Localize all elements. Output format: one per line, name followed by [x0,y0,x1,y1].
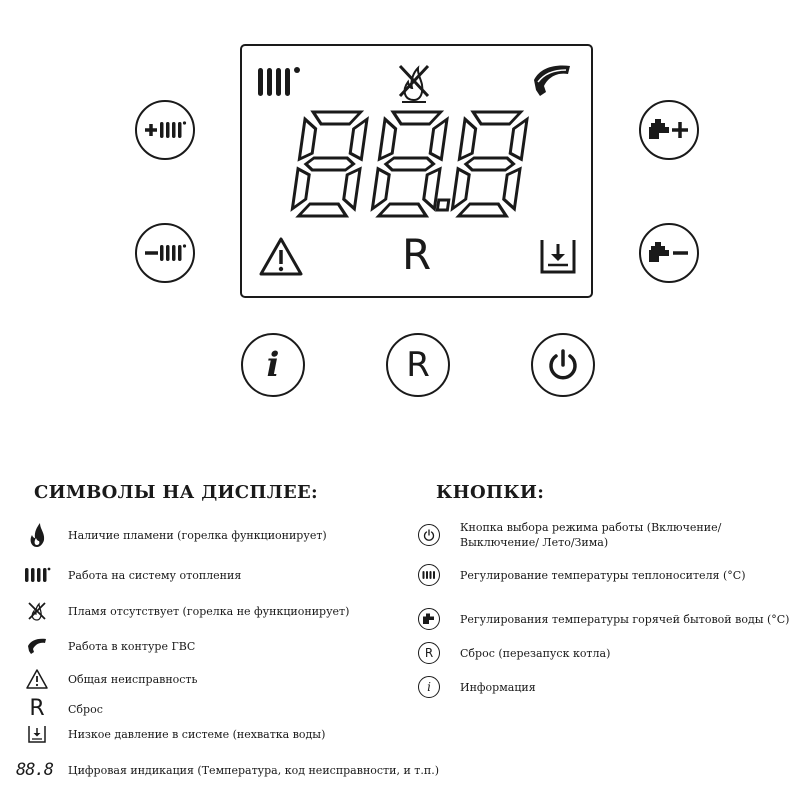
dhw-increase-button[interactable] [639,100,699,160]
lcd-decimal-point [437,200,448,210]
digital-display-icon [16,760,60,780]
radiator-button-icon [418,564,440,586]
reset-symbol: R [402,230,432,279]
legend-text: Сброс [68,702,103,716]
lcd-segment-f [299,119,317,159]
lcd-segment-e [372,169,390,209]
legend-item-no-flame [22,600,349,622]
radiator-icon [422,570,436,580]
tap-plus-icon [647,116,691,144]
lcd-segment-b [349,119,367,159]
radiator-icon [24,566,50,584]
legend-text: Информация [460,680,536,694]
buttons-section-title: КНОПКИ: [436,482,545,503]
digital-display [302,106,542,224]
heating-minus-icon [143,241,187,265]
reset-icon: R [29,696,45,721]
dhw-tap-icon [530,60,574,100]
power-button[interactable] [531,333,595,397]
legend-item-dhw [22,636,195,656]
heating-decrease-button[interactable] [135,223,195,283]
no-flame-icon [26,600,48,622]
legend-text: Регулирования температуры горячей бытовой воды (°С) [460,612,790,626]
dhw-decrease-button[interactable] [639,223,699,283]
heating-plus-icon [143,118,187,142]
lcd-digit [451,112,528,216]
lcd-digit [291,112,368,216]
lcd-segment-d [459,204,508,216]
legend-text: Наличие пламени (горелка функционирует) [68,528,327,542]
lcd-segment-e [292,169,310,209]
legend-item-flame [22,522,327,548]
heating-increase-button[interactable] [135,100,195,160]
warning-icon [25,668,49,690]
legend-button-power [418,520,780,550]
legend-item-digital [16,760,439,780]
lcd-segment-d [379,204,428,216]
reset-button-icon [418,642,440,664]
lcd-segment-a [312,112,361,124]
digital-display-glyph: 88.8 [16,760,53,780]
legend-item-warning [22,668,198,690]
legend-text: Общая неисправность [68,672,198,686]
lcd-segment-g [385,158,434,170]
power-icon [423,529,435,541]
legend-item-low-pressure [22,724,325,744]
legend-text: Цифровая индикация (Температура, код неисправности, и т.п.) [68,763,439,777]
lcd-segment-c [342,169,360,209]
lcd-segment-f [379,119,397,159]
low-pressure-icon [538,236,578,278]
lcd-segment-d [299,204,348,216]
tap-icon [422,613,436,625]
lcd-segment-g [465,158,514,170]
lcd-segment-b [509,119,527,159]
low-pressure-icon [27,724,47,744]
reset-button[interactable] [386,333,450,397]
lcd-segment-f [459,119,477,159]
flame-icon [28,522,46,548]
power-button-icon [418,524,440,546]
tap-button-icon [418,608,440,630]
warning-icon [258,236,304,278]
legend-text: Пламя отсутствует (горелка не функционирует) [68,604,350,618]
tap-minus-icon [647,239,691,267]
lcd-segment-c [502,169,520,209]
lcd-display [240,44,593,298]
legend-button-reset [418,642,610,664]
legend-button-tap [418,608,789,630]
lcd-segment-e [452,169,470,209]
legend-text: Кнопка выбора режима работы (Включение/ Выключение/ Лето/Зима) [460,521,722,549]
dhw-tap-icon [26,636,48,656]
legend-item-reset [22,698,103,720]
legend-text: Низкое давление в системе (нехватка воды) [68,727,326,741]
radiator-icon [256,64,316,100]
power-icon [546,348,580,382]
no-flame-icon [394,60,434,104]
reset-icon: R [424,646,434,660]
legend-text: Работа на систему отопления [68,568,242,582]
lcd-segment-a [392,112,441,124]
lcd-segment-a [472,112,521,124]
lcd-segment-g [305,158,354,170]
symbols-section-title: СИМВОЛЫ НА ДИСПЛЕЕ: [34,482,318,503]
legend-item-radiator [22,566,241,584]
legend-button-info [418,676,536,698]
info-icon: i [427,680,431,694]
info-button[interactable] [241,333,305,397]
reset-icon: R [406,345,430,385]
legend-text: Работа в контуре ГВС [68,639,196,653]
lcd-segment-b [429,119,447,159]
lcd-digit [371,112,448,216]
legend-text: Сброс (перезапуск котла) [460,646,611,660]
legend-text: Регулирование температуры теплоносителя (°С) [460,568,746,582]
legend-button-radiator [418,564,746,586]
info-button-icon [418,676,440,698]
info-icon: i [266,345,280,385]
